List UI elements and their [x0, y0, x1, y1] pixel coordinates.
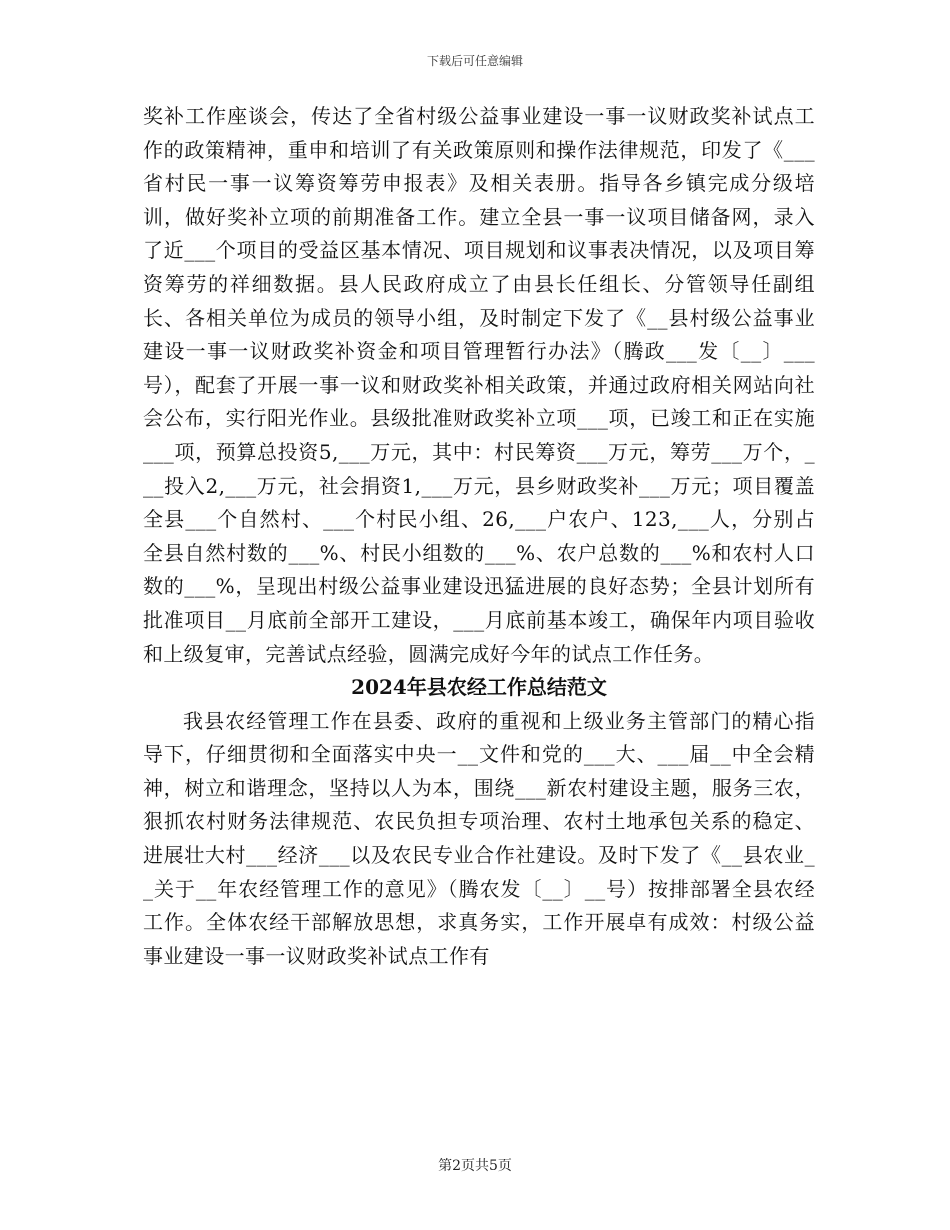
- body-paragraph: 我县农经管理工作在县委、政府的重视和上级业务主管部门的精心指导下，仔细贯彻和全面落实中央一__文件和党的___大、___届__中全会精神，树立和谐理念，坚持以人为本，围绕___新农村建设主题，服务三农，狠抓农村财务法律规范、农民负担专项治理、农村土地承包关系的稳定、进展壮大村___经济___以及农民专业合作社建设。及时下发了《__县农业__关于__年农经管理工作的意见》（腾农发〔__〕__号）按排部署全县农经工作。全体农经干部解放思想，求真务实，工作开展卓有成效：村级公益事业建设一事一议财政奖补试点工作有: [143, 708, 815, 968]
- document-body: [143, 100, 815, 973]
- body-paragraph-continued: 奖补工作座谈会，传达了全省村级公益事业建设一事一议财政奖补试点工作的政策精神，重申和培训了有关政策原则和操作法律规范，印发了《___省村民一事一议筹资筹劳申报表》及相关表册。指导各乡镇完成分级培训，做好奖补立项的前期准备工作。建立全县一事一议项目储备网，录入了近___个项目的受益区基本情况、项目规划和议事表决情况，以及项目筹资筹劳的祥细数据。县人民政府成立了由县长任组长、分管领导任副组长、各相关单位为成员的领导小组，及时制定下发了《__县村级公益事业建设一事一议财政奖补资金和项目管理暂行办法》（腾政___发〔__〕___号），配套了开展一事一议和财政奖补相关政策，并通过政府相关网站向社会公布，实行阳光作业。县级批准财政奖补立项___项，已竣工和正在实施___项，预算总投资5,___万元，其中：村民筹资___万元，筹劳___万个，___投入2,___万元，社会捐资1,___万元，县乡财政奖补___万元；项目覆盖全县___个自然村、___个村民小组、26,___户农户、123,___人，分别占全县自然村数的___%、村民小组数的___%、农户总数的___%和农村人口数的___%，呈现出村级公益事业建设迅猛进展的良好态势；全县计划所有批准项目__月底前全部开工建设，___月底前基本竣工，确保年内项目验收和上级复审，完善试点经验，圆满完成好今年的试点工作任务。: [143, 104, 815, 666]
- page-footer: 第2页共5页: [438, 1158, 512, 1174]
- section-heading: 2024年县农经工作总结范文: [351, 675, 607, 700]
- page-header: 下载后可任意编辑: [426, 54, 523, 68]
